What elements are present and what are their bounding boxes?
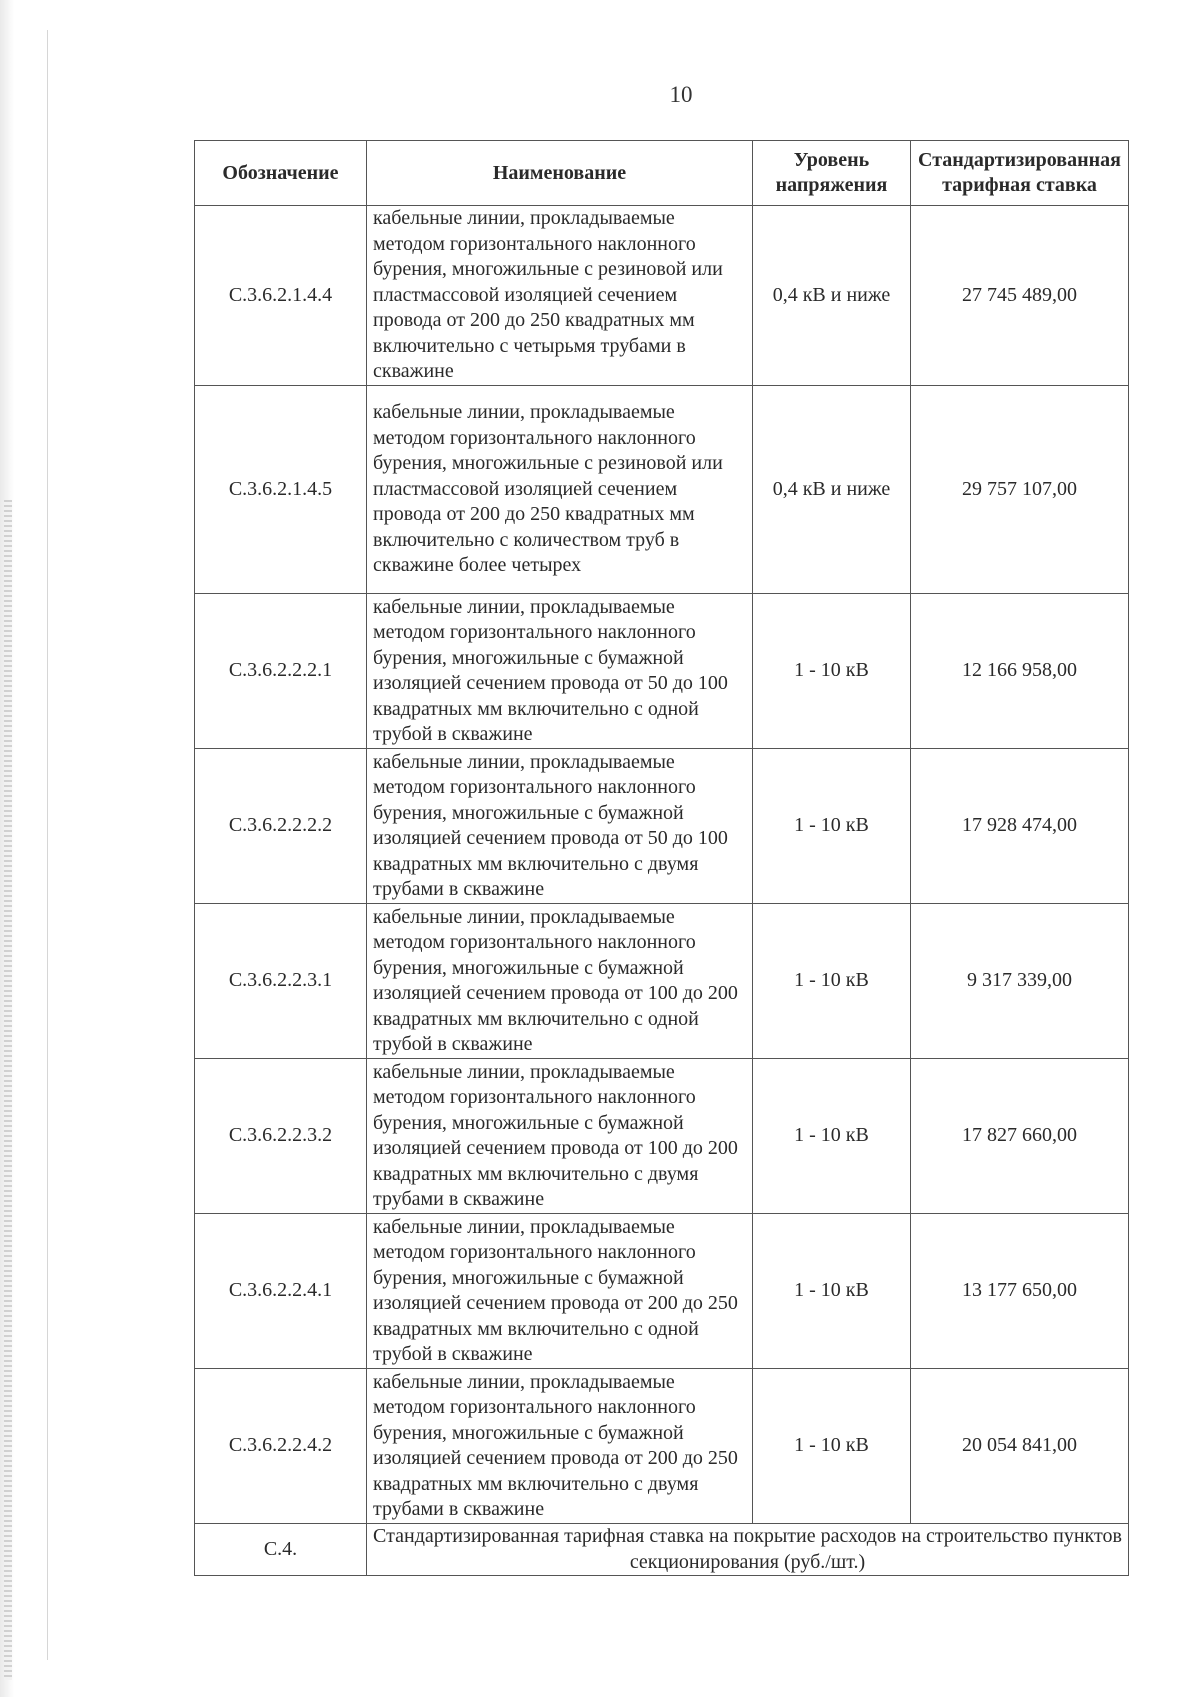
- scan-margin-line: [47, 30, 48, 1660]
- section-code: С.4.: [195, 1524, 367, 1576]
- table-row: [195, 206, 1129, 386]
- row-name: кабельные линии, прокладываемые методом горизонтального наклонного бурения, многожильные с бумажной изоляцией сечением провода от 50 до 100 квадратных мм включительно с одной трубой в скважине: [367, 594, 753, 749]
- tariff-table: [194, 140, 1129, 1576]
- row-voltage: 1 - 10 кВ: [753, 1214, 911, 1369]
- row-code: С.3.6.2.2.2.1: [195, 594, 367, 749]
- table-header-row: [195, 141, 1129, 206]
- row-rate: 13 177 650,00: [911, 1214, 1129, 1369]
- row-voltage: 1 - 10 кВ: [753, 594, 911, 749]
- row-voltage: 1 - 10 кВ: [753, 904, 911, 1059]
- row-name: кабельные линии, прокладываемые методом горизонтального наклонного бурения, многожильные с бумажной изоляцией сечением провода от 100 до 200 квадратных мм включительно с двумя трубами в скважине: [367, 1059, 753, 1214]
- header-code: Обозначение: [195, 141, 367, 206]
- row-voltage: 0,4 кВ и ниже: [753, 206, 911, 386]
- row-name: кабельные линии, прокладываемые методом горизонтального наклонного бурения, многожильные с бумажной изоляцией сечением провода от 200 до 250 квадратных мм включительно с двумя трубами в скважине: [367, 1369, 753, 1524]
- row-name: кабельные линии, прокладываемые методом горизонтального наклонного бурения, многожильные с бумажной изоляцией сечением провода от 100 до 200 квадратных мм включительно с одной трубой в скважине: [367, 904, 753, 1059]
- header-voltage: Уровень напряжения: [753, 141, 911, 206]
- row-voltage: 1 - 10 кВ: [753, 1369, 911, 1524]
- header-rate: Стандартизированная тарифная ставка: [911, 141, 1129, 206]
- row-code: С.3.6.2.2.3.2: [195, 1059, 367, 1214]
- row-code: С.3.6.2.2.3.1: [195, 904, 367, 1059]
- table-row: [195, 1214, 1129, 1369]
- table-row: [195, 594, 1129, 749]
- row-name: кабельные линии, прокладываемые методом горизонтального наклонного бурения, многожильные с бумажной изоляцией сечением провода от 50 до 100 квадратных мм включительно с двумя трубами в скважине: [367, 749, 753, 904]
- row-rate: 27 745 489,00: [911, 206, 1129, 386]
- row-code: С.3.6.2.1.4.5: [195, 386, 367, 594]
- row-code: С.3.6.2.2.4.1: [195, 1214, 367, 1369]
- row-rate: 29 757 107,00: [911, 386, 1129, 594]
- table-row: [195, 904, 1129, 1059]
- row-code: С.3.6.2.1.4.4: [195, 206, 367, 386]
- section-row: [195, 1524, 1129, 1576]
- table-row: [195, 1059, 1129, 1214]
- row-voltage: 1 - 10 кВ: [753, 1059, 911, 1214]
- row-code: С.3.6.2.2.2.2: [195, 749, 367, 904]
- header-name: Наименование: [367, 141, 753, 206]
- row-voltage: 1 - 10 кВ: [753, 749, 911, 904]
- section-description: Стандартизированная тарифная ставка на покрытие расходов на строительство пунктов секционирования (руб./шт.): [367, 1524, 1129, 1576]
- table-row: [195, 749, 1129, 904]
- row-name: кабельные линии, прокладываемые методом горизонтального наклонного бурения, многожильные с резиновой или пластмассовой изоляцией сечением провода от 200 до 250 квадратных мм включительно с количеством труб в скважине более четырех: [367, 386, 753, 594]
- row-code: С.3.6.2.2.4.2: [195, 1369, 367, 1524]
- page-number: 10: [669, 82, 693, 107]
- row-name: кабельные линии, прокладываемые методом горизонтального наклонного бурения, многожильные с бумажной изоляцией сечением провода от 200 до 250 квадратных мм включительно с одной трубой в скважине: [367, 1214, 753, 1369]
- row-rate: 9 317 339,00: [911, 904, 1129, 1059]
- row-name: кабельные линии, прокладываемые методом горизонтального наклонного бурения, многожильные с резиновой или пластмассовой изоляцией сечением провода от 200 до 250 квадратных мм включительно с четырьмя трубами в скважине: [367, 206, 753, 386]
- scan-binding-noise: [4, 500, 12, 1680]
- row-rate: 20 054 841,00: [911, 1369, 1129, 1524]
- table-row: [195, 386, 1129, 594]
- row-rate: 17 827 660,00: [911, 1059, 1129, 1214]
- table-row: [195, 1369, 1129, 1524]
- row-voltage: 0,4 кВ и ниже: [753, 386, 911, 594]
- row-rate: 12 166 958,00: [911, 594, 1129, 749]
- row-rate: 17 928 474,00: [911, 749, 1129, 904]
